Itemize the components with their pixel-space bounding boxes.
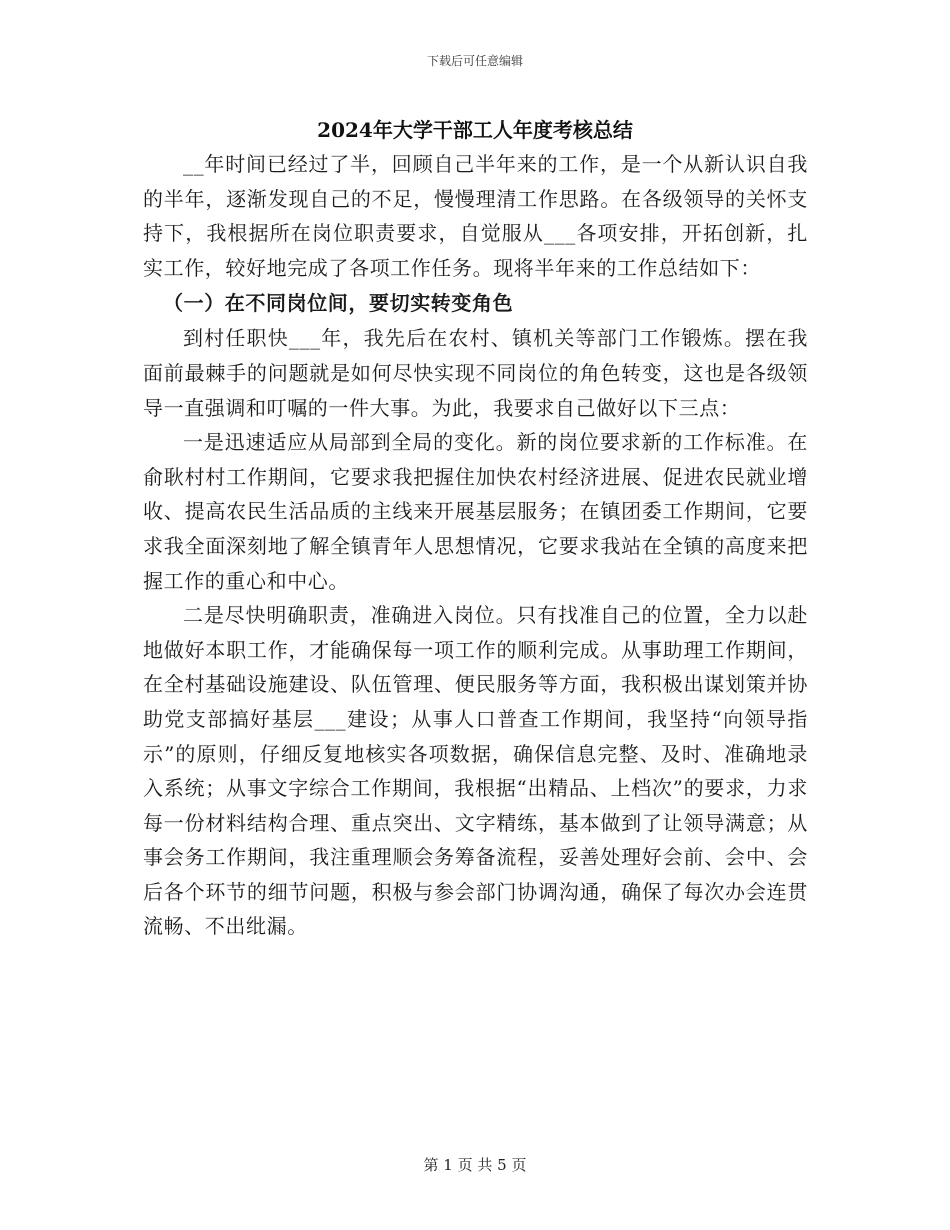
document-body [143,147,808,944]
section-heading: （一）在不同岗位间，要切实转变角色 [163,291,514,316]
body-paragraph: 二是尽快明确职责，准确进入岗位。只有找准自己的位置，全力以赴地做好本职工作，才能确保每一项工作的顺利完成。从事助理工作期间，在全村基础设施建设、队伍管理、便民服务等方面，我积极出谋划策并协助党支部搞好基层___建设；从事人口普查工作期间，我坚持“向领导指示”的原则，仔细反复地核实各项数据，确保信息完整、及时、准确地录入系统；从事文字综合工作期间，我根据“出精品、上档次”的要求，力求每一份材料结构合理、重点突出、文字精练，基本做到了让领导满意；从事会务工作期间，我注重理顺会务筹备流程，妥善处理好会前、会中、会后各个环节的细节问题，积极与参会部门协调沟通，确保了每次办会连贯流畅、不出纰漏。 [143,603,808,939]
page-header-note: 下载后可任意编辑 [426,54,523,68]
body-paragraph: 到村任职快___年，我先后在农村、镇机关等部门工作锻炼。摆在我面前最棘手的问题就是如何尽快实现不同岗位的角色转变，这也是各级领导一直强调和叮嘱的一件大事。为此，我要求自己做好以下三点： [143,326,808,420]
document-title: 2024年大学干部工人年度考核总结 [317,118,633,142]
body-paragraph: 一是迅速适应从局部到全局的变化。新的岗位要求新的工作标准。在俞耿村村工作期间，它要求我把握住加快农村经济进展、促进农民就业增收、提高农民生活品质的主线来开展基层服务；在镇团委工作期间，它要求我全面深刻地了解全镇青年人思想情况，它要求我站在全镇的高度来把握工作的重心和中心。 [143,430,808,593]
page-number: 第 1 页 共 5 页 [423,1156,527,1174]
intro-paragraph: __年时间已经过了半，回顾自己半年来的工作，是一个从新认识自我的半年，逐渐发现自己的不足，慢慢理清工作思路。在各级领导的关怀支持下，我根据所在岗位职责要求，自觉服从___各项安排，开拓创新，扎实工作，较好地完成了各项工作任务。现将半年来的工作总结如下： [143,152,808,280]
